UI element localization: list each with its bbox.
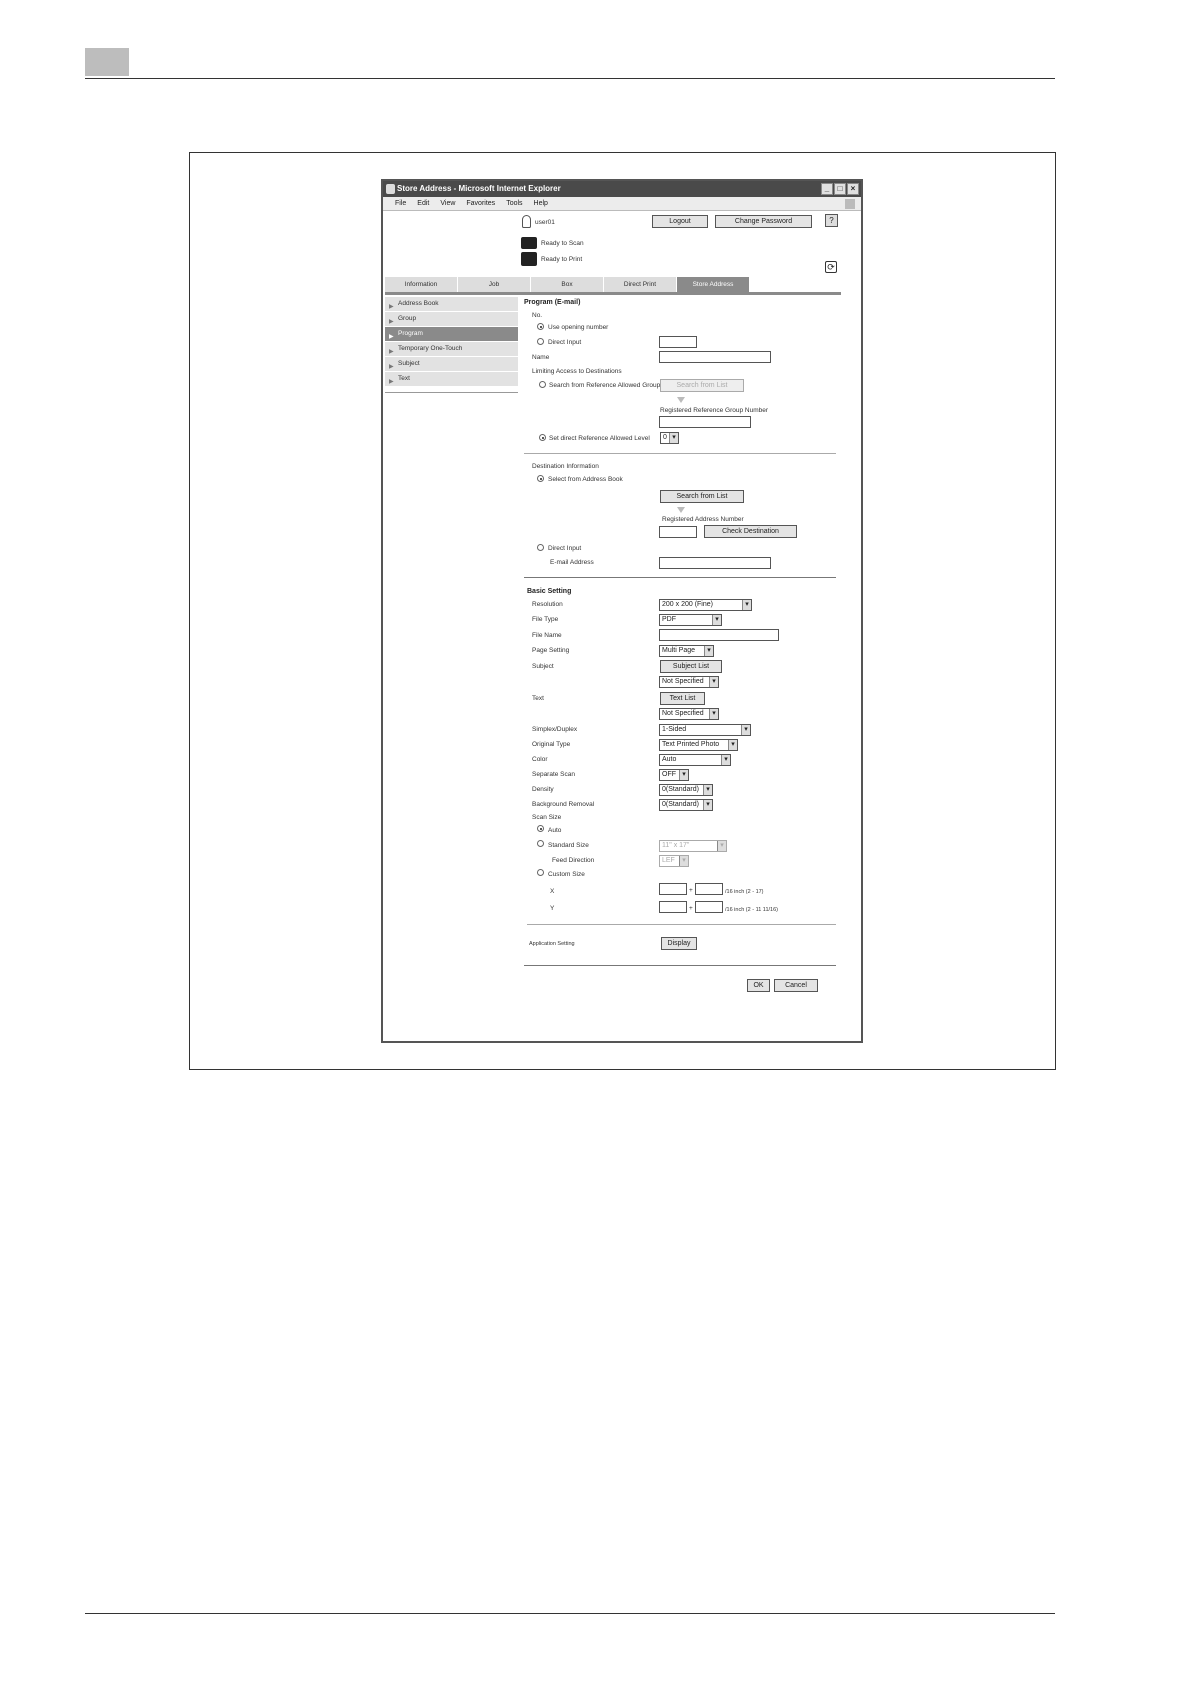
sidebar: [385, 297, 518, 393]
file-name-label: File Name: [532, 632, 562, 639]
background-removal-select[interactable]: 0(Standard) ▾: [659, 799, 713, 811]
tab-store-address[interactable]: Store Address: [677, 277, 750, 292]
standard-size-select[interactable]: 11" x 17" ▾: [659, 840, 727, 852]
name-input[interactable]: [659, 351, 771, 363]
subject-list-button[interactable]: Subject List: [660, 660, 722, 673]
menu-tools[interactable]: Tools: [506, 200, 523, 207]
reference-level-select[interactable]: 0 ▾: [660, 432, 679, 444]
x-label: X: [550, 888, 555, 895]
user-name: user01: [535, 219, 555, 226]
no-label: No.: [532, 312, 543, 319]
search-reference-group-label: Search from Reference Allowed Group: [549, 382, 661, 389]
name-label: Name: [532, 354, 550, 361]
select-from-address-book-label: Select from Address Book: [548, 476, 623, 483]
destination-information-label: Destination Information: [532, 463, 599, 470]
sidebar-item-group[interactable]: ▶ Group: [385, 312, 518, 326]
number-input[interactable]: [659, 336, 697, 348]
help-button[interactable]: ?: [825, 214, 838, 227]
tab-underline: [385, 292, 841, 295]
original-type-select[interactable]: Text Printed Photo ▾: [659, 739, 738, 751]
simplex-duplex-label: Simplex/Duplex: [532, 726, 578, 733]
set-direct-reference-level-label: Set direct Reference Allowed Level: [549, 435, 650, 442]
direct-input-destination-label: Direct Input: [548, 545, 582, 552]
scan-size-auto-label: Auto: [548, 827, 562, 834]
tab-job[interactable]: Job: [458, 277, 531, 292]
email-address-input[interactable]: [659, 557, 771, 569]
menu-help[interactable]: Help: [533, 200, 548, 207]
direct-input-radio[interactable]: [537, 338, 544, 345]
sidebar-item-program[interactable]: ▶ Program: [385, 327, 518, 341]
custom-size-label: Custom Size: [548, 871, 585, 878]
standard-size-label: Standard Size: [548, 842, 589, 849]
registered-reference-group-number-label: Registered Reference Group Number: [660, 407, 769, 414]
scan-size-auto-radio[interactable]: [537, 825, 544, 832]
basic-setting-title: Basic Setting: [527, 588, 572, 595]
subject-select[interactable]: Not Specified ▾: [659, 676, 719, 688]
triangle-right-icon: ▶: [389, 319, 394, 325]
minimize-button[interactable]: _: [821, 183, 833, 195]
menu-favorites[interactable]: Favorites: [466, 200, 496, 207]
select-from-address-book-radio[interactable]: [537, 475, 544, 482]
direct-input-destination-radio[interactable]: [537, 544, 544, 551]
direct-input-label: Direct Input: [548, 339, 582, 346]
logout-button[interactable]: Logout: [652, 215, 708, 228]
original-type-label: Original Type: [532, 741, 571, 748]
y-unit-label: /16 inch (2 - 11 11/16): [725, 907, 778, 913]
search-from-list-disabled-button[interactable]: Search from List: [660, 379, 744, 392]
text-list-button[interactable]: Text List: [660, 692, 705, 705]
application-setting-label: Application Setting: [529, 941, 575, 947]
triangle-right-icon: ▶: [389, 364, 394, 370]
use-opening-number-label: Use opening number: [548, 324, 609, 331]
menu-bar: [383, 197, 861, 211]
sidebar-item-address-book[interactable]: ▶ Address Book: [385, 297, 518, 311]
sidebar-divider: [385, 392, 518, 393]
custom-size-radio[interactable]: [537, 869, 544, 876]
page-content: [383, 211, 861, 1041]
resolution-select[interactable]: 200 x 200 (Fine) ▾: [659, 599, 752, 611]
page-header-tab: [85, 48, 129, 76]
status-scan: Ready to Scan: [541, 240, 584, 247]
page-footer-rule: [85, 1613, 1055, 1614]
triangle-right-icon: ▶: [389, 304, 394, 310]
ie-icon: [386, 184, 395, 194]
y-label: Y: [550, 905, 555, 912]
y-inch-input[interactable]: [659, 901, 687, 913]
triangle-right-icon: ▶: [389, 379, 394, 385]
change-password-button[interactable]: Change Password: [715, 215, 812, 228]
section-divider: [524, 453, 836, 454]
menu-file[interactable]: File: [395, 200, 407, 207]
use-opening-number-radio[interactable]: [537, 323, 544, 330]
sidebar-item-temporary-one-touch[interactable]: ▶ Temporary One-Touch: [385, 342, 518, 356]
display-button[interactable]: Display: [661, 937, 697, 950]
file-name-input[interactable]: [659, 629, 779, 641]
tab-direct-print[interactable]: Direct Print: [604, 277, 677, 292]
subject-label: Subject: [532, 663, 554, 670]
page-setting-select[interactable]: Multi Page ▾: [659, 645, 714, 657]
down-arrow-icon: [677, 397, 685, 403]
registered-address-number-label: Registered Address Number: [662, 516, 744, 523]
section-divider: [524, 965, 836, 966]
simplex-duplex-select[interactable]: 1-Sided ▾: [659, 724, 751, 736]
limiting-access-label: Limiting Access to Destinations: [532, 368, 622, 375]
scan-size-label: Scan Size: [532, 814, 562, 821]
cancel-button[interactable]: Cancel: [774, 979, 818, 992]
browser-window: [381, 179, 863, 1043]
x-sixteenths-input[interactable]: [695, 883, 723, 895]
feed-direction-select[interactable]: LEF ▾: [659, 855, 689, 867]
text-select[interactable]: Not Specified ▾: [659, 708, 719, 720]
background-removal-label: Background Removal: [532, 801, 595, 808]
triangle-right-icon: ▶: [389, 349, 394, 355]
page-setting-label: Page Setting: [532, 647, 570, 654]
text-label: Text: [532, 695, 544, 702]
feed-direction-label: Feed Direction: [552, 857, 595, 864]
ok-button[interactable]: OK: [747, 979, 770, 992]
separate-scan-select[interactable]: OFF ▾: [659, 769, 689, 781]
tab-box[interactable]: Box: [531, 277, 604, 292]
close-button[interactable]: ×: [847, 183, 859, 195]
section-divider: [524, 577, 836, 578]
sidebar-item-text[interactable]: ▶ Text: [385, 372, 518, 386]
x-inch-input[interactable]: [659, 883, 687, 895]
menu-view[interactable]: View: [440, 200, 456, 207]
sidebar-item-subject[interactable]: ▶ Subject: [385, 357, 518, 371]
printer-icon: [521, 252, 537, 266]
main-tabs: [385, 277, 841, 292]
set-direct-reference-level-radio[interactable]: [539, 434, 546, 441]
y-plus: +: [689, 905, 693, 912]
file-type-select[interactable]: PDF ▾: [659, 614, 722, 626]
separate-scan-label: Separate Scan: [532, 771, 576, 778]
menu-edit[interactable]: Edit: [417, 200, 430, 207]
density-select[interactable]: 0(Standard) ▾: [659, 784, 713, 796]
email-address-label: E-mail Address: [550, 559, 594, 566]
refresh-icon[interactable]: ⟳: [825, 261, 837, 273]
file-type-label: File Type: [532, 616, 559, 623]
status-print: Ready to Print: [541, 256, 583, 263]
standard-size-radio[interactable]: [537, 840, 544, 847]
y-sixteenths-input[interactable]: [695, 901, 723, 913]
check-destination-button[interactable]: Check Destination: [704, 525, 797, 538]
color-label: Color: [532, 756, 548, 763]
page-header-rule: [85, 78, 1055, 79]
title-bar: [383, 181, 861, 197]
density-label: Density: [532, 786, 554, 793]
tab-information[interactable]: Information: [385, 277, 458, 292]
down-arrow-icon: [677, 507, 685, 513]
search-from-list-button[interactable]: Search from List: [660, 490, 744, 503]
windows-flag-icon: [845, 199, 855, 209]
color-select[interactable]: Auto ▾: [659, 754, 731, 766]
user-icon: [522, 215, 531, 228]
address-number-input[interactable]: [659, 526, 697, 538]
reference-group-number-input[interactable]: [659, 416, 751, 428]
x-unit-label: /16 inch (2 - 17): [725, 889, 764, 895]
search-reference-group-radio[interactable]: [539, 381, 546, 388]
triangle-right-icon: ▶: [389, 334, 394, 340]
section-divider: [527, 924, 836, 925]
x-plus: +: [689, 887, 693, 894]
form-title: Program (E-mail): [524, 299, 581, 306]
window-title: Store Address - Microsoft Internet Explorer: [397, 184, 561, 193]
maximize-button[interactable]: □: [834, 183, 846, 195]
scanner-icon: [521, 237, 537, 249]
resolution-label: Resolution: [532, 601, 563, 608]
